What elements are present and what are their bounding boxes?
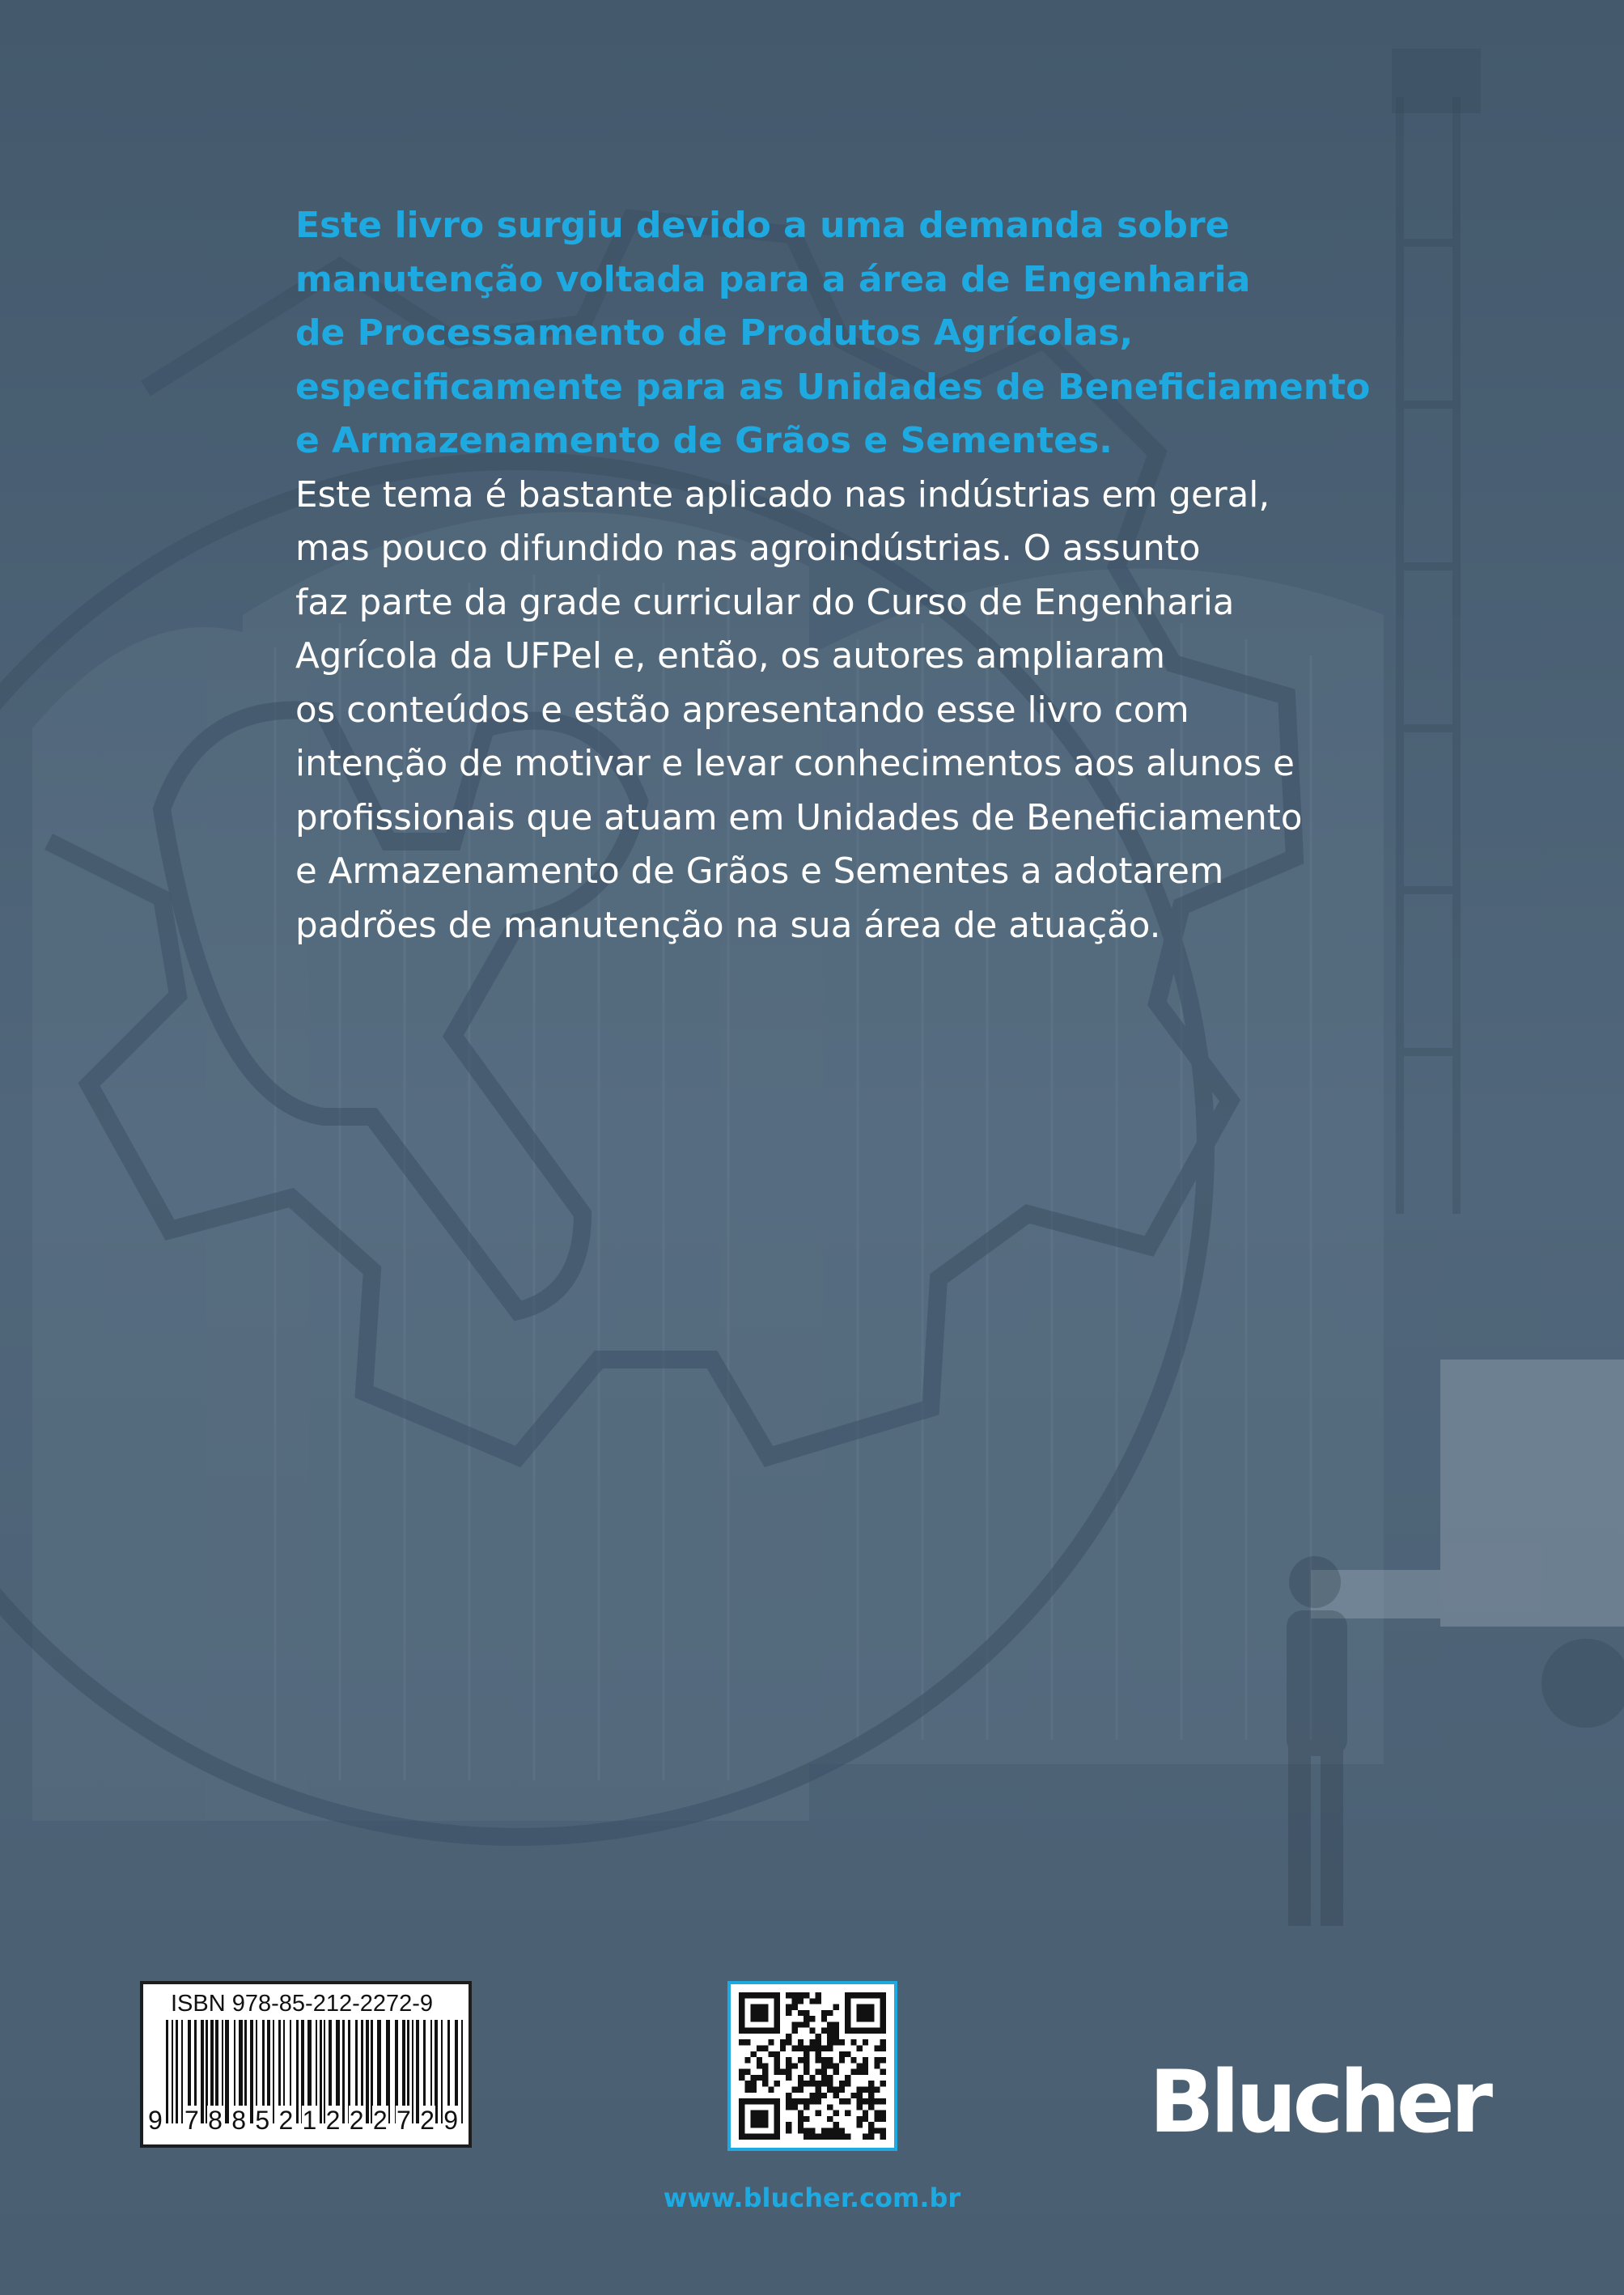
blurb-lead	[295, 199, 1371, 469]
ean-digit: 5	[255, 2106, 270, 2135]
body-line: intenção de motivar e levar conhecimentos aos alunos e	[295, 744, 1295, 784]
lead-line: especificamente para as Unidades de Beneficiamento	[295, 366, 1371, 408]
lead-line: e Armazenamento de Grãos e Sementes.	[295, 420, 1113, 461]
lead-line: manutenção voltada para a área de Engenharia	[295, 258, 1251, 300]
ean-digit: 2	[278, 2106, 294, 2135]
body-line: faz parte da grade curricular do Curso de Engenharia	[295, 582, 1235, 623]
back-cover-blurb	[295, 199, 1371, 952]
body-line: mas pouco difundido nas agroindústrias. O assunto	[295, 528, 1201, 569]
isbn-barcode	[140, 1981, 472, 2148]
ean-digit: 2	[349, 2106, 364, 2135]
ean-digit: 9	[443, 2106, 458, 2135]
ean-digit: 2	[372, 2106, 388, 2135]
body-line: e Armazenamento de Grãos e Sementes a adotarem	[295, 851, 1224, 892]
isbn-label: ISBN 978-85-212-2272-9	[171, 1991, 434, 2017]
qr-code-pattern	[739, 1992, 886, 2140]
ean-first-digit: 9	[148, 2106, 163, 2135]
body-line: profissionais que atuam em Unidades de Beneficiamento	[295, 797, 1303, 838]
ean-digit: 2	[420, 2106, 435, 2135]
ean-digits	[184, 2106, 459, 2136]
ean-digit: 2	[325, 2106, 341, 2135]
lead-line: de Processamento de Produtos Agrícolas,	[295, 312, 1134, 354]
qr-code[interactable]	[727, 1981, 897, 2151]
body-line: Agrícola da UFPel e, então, os autores ampliaram	[295, 636, 1166, 677]
ean-digit: 1	[302, 2106, 317, 2135]
ean-digit: 7	[184, 2106, 199, 2135]
blurb-body	[295, 469, 1347, 953]
ean-digit: 7	[396, 2106, 411, 2135]
body-line: Este tema é bastante aplicado nas indústrias em geral,	[295, 474, 1270, 515]
body-line: os conteúdos e estão apresentando esse livro com	[295, 689, 1189, 731]
lead-line: Este livro surgiu devido a uma demanda sobre	[295, 205, 1230, 246]
body-line: padrões de manutenção na sua área de atuação.	[295, 905, 1161, 946]
ean-digit: 8	[231, 2106, 247, 2135]
publisher-url-link[interactable]: www.blucher.com.br	[663, 2183, 961, 2213]
ean-digit: 8	[208, 2106, 223, 2135]
publisher-logo: Blucher	[1149, 2052, 1490, 2152]
